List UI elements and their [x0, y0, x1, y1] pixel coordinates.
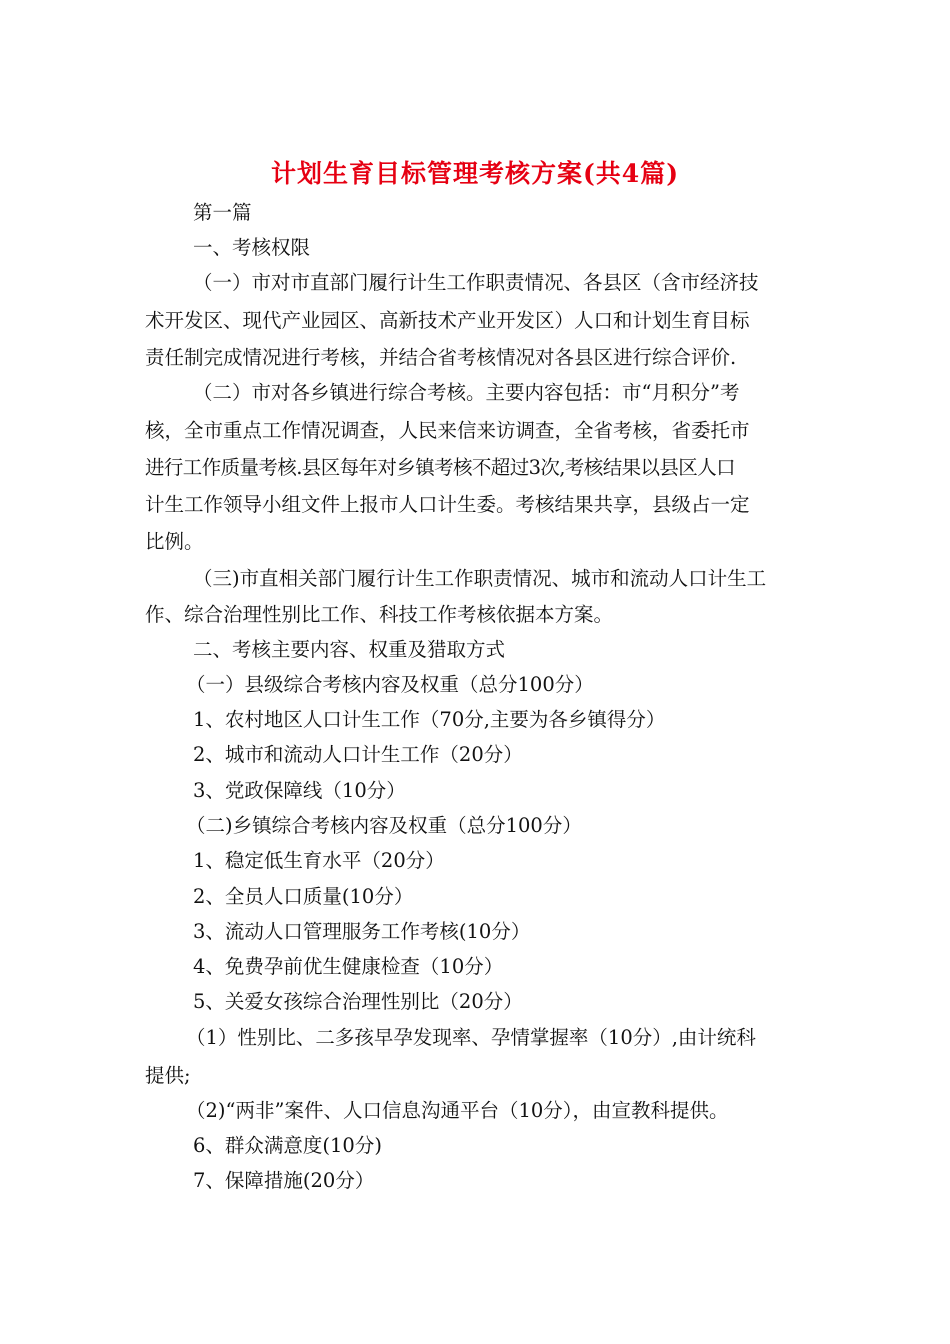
paragraph-line: 术开发区、现代产业园区、高新技术产业开发区）人口和计划生育目标: [145, 309, 750, 332]
list-item: 3、流动人口管理服务工作考核(10分）: [193, 920, 531, 943]
list-item: 1、农村地区人口计生工作（70分,主要为各乡镇得分）: [193, 708, 666, 731]
paragraph-line: 提供;: [145, 1064, 191, 1087]
list-item: 2、全员人口质量(10分）: [193, 885, 414, 908]
section-heading: 二、考核主要内容、权重及猎取方式: [193, 638, 506, 661]
subsection-heading: （二)乡镇综合考核内容及权重（总分100分）: [186, 814, 582, 837]
list-item: 4、免费孕前优生健康检查（10分）: [193, 955, 504, 978]
list-item: 3、党政保障线（10分）: [193, 779, 406, 802]
paragraph-line: 比例。: [145, 530, 204, 553]
section-heading: 第一篇: [193, 201, 252, 224]
paragraph-line: （三)市直相关部门履行计生工作职责情况、城市和流动人口计生工: [193, 567, 767, 590]
paragraph-line: 计生工作领导小组文件上报市人口计生委。考核结果共享，县级占一定: [145, 493, 750, 516]
section-heading: 一、考核权限: [193, 236, 311, 259]
paragraph-line: （二）市对各乡镇进行综合考核。主要内容包括：市“月积分”考: [193, 381, 740, 404]
list-item: 6、群众满意度(10分): [193, 1134, 382, 1157]
list-item: 7、保障措施(20分）: [193, 1169, 375, 1192]
paragraph-line: （2)“两非”案件、人口信息沟通平台（10分），由宣教科提供。: [186, 1099, 729, 1122]
document-title: 计划生育目标管理考核方案(共4篇): [270, 159, 680, 188]
list-item: 2、城市和流动人口计生工作（20分）: [193, 743, 523, 766]
paragraph-line: 核，全市重点工作情况调查，人民来信来访调查，全省考核，省委托市: [145, 419, 750, 442]
list-item: 5、关爱女孩综合治理性别比（20分）: [193, 990, 523, 1013]
paragraph-line: 责任制完成情况进行考核，并结合省考核情况对各县区进行综合评价.: [145, 346, 737, 369]
paragraph-line: （1）性别比、二多孩早孕发现率、孕情掌握率（10分）,由计统科: [186, 1026, 756, 1049]
paragraph-line: 作、综合治理性别比工作、科技工作考核依据本方案。: [145, 603, 614, 626]
paragraph-line: （一）市对市直部门履行计生工作职责情况、各县区（含市经济技: [193, 271, 759, 294]
list-item: 1、稳定低生育水平（20分）: [193, 849, 445, 872]
paragraph-line: 进行工作质量考核.县区每年对乡镇考核不超过3次,考核结果以县区人口: [145, 456, 736, 479]
subsection-heading: （一）县级综合考核内容及权重（总分100分）: [186, 673, 594, 696]
